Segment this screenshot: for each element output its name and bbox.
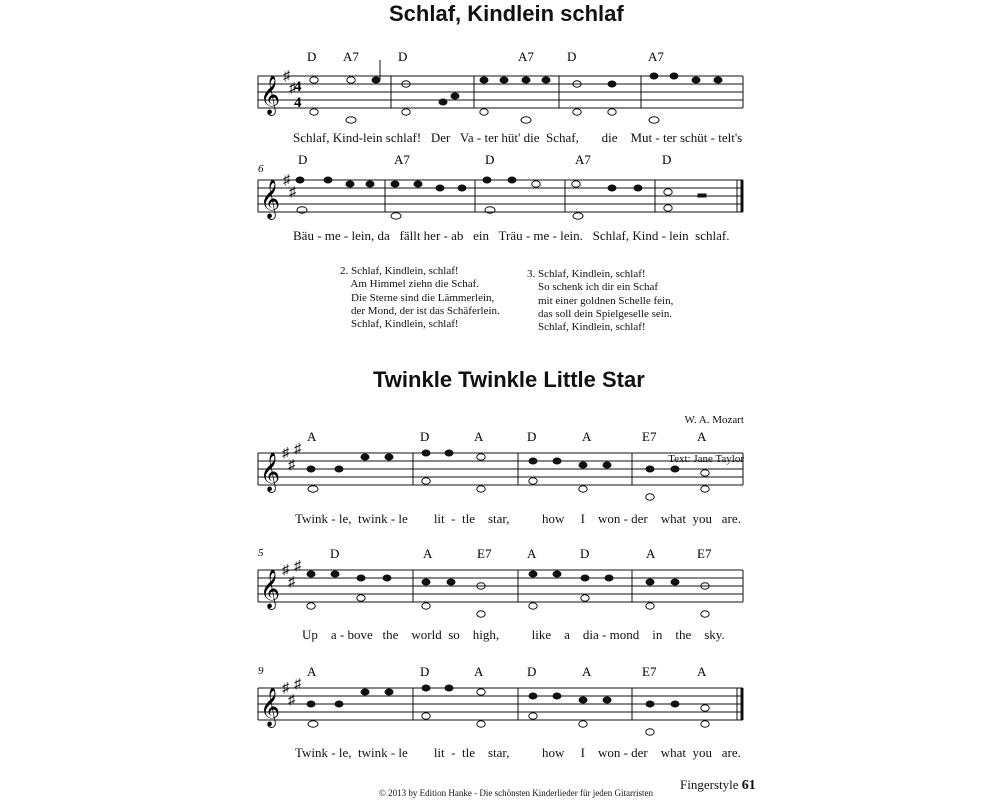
svg-text:♯: ♯ (289, 185, 296, 200)
song-title: Twinkle Twinkle Little Star (373, 367, 645, 392)
svg-text:A7: A7 (648, 49, 664, 64)
lyrics-line: Twink - le, twink - le lit - tle star, how I won - der what you are. (295, 745, 741, 760)
svg-text:E7: E7 (697, 546, 712, 561)
chord-symbols (307, 664, 707, 679)
svg-text:D: D (527, 429, 537, 444)
svg-text:♯: ♯ (294, 559, 301, 574)
svg-text:A: A (527, 546, 537, 561)
staff-lines (258, 688, 743, 720)
svg-text:D: D (580, 546, 590, 561)
staff-system (0, 425, 1000, 505)
svg-text:♯: ♯ (288, 575, 295, 590)
svg-text:E7: E7 (642, 429, 657, 444)
lyrics-line: Up a - bove the world so high, like a dia - mond in the sky. (302, 627, 725, 642)
svg-text:A7: A7 (394, 152, 410, 167)
svg-text:D: D (567, 49, 577, 64)
staff-system (0, 542, 1000, 622)
svg-text:A: A (646, 546, 656, 561)
svg-text:♯: ♯ (288, 458, 295, 473)
measure-number: 5 (258, 547, 264, 559)
measure-number: 6 (258, 163, 264, 175)
svg-text:A7: A7 (343, 49, 359, 64)
svg-text:♯: ♯ (282, 446, 289, 461)
svg-text:♯: ♯ (288, 693, 295, 708)
svg-text:D: D (330, 546, 340, 561)
svg-text:♯: ♯ (283, 173, 290, 188)
svg-text:♯: ♯ (283, 69, 290, 84)
svg-text:A: A (474, 429, 484, 444)
section-label: Fingerstyle (680, 777, 739, 792)
notes (296, 177, 706, 219)
svg-text:4: 4 (294, 79, 302, 95)
lyrics-line: Twink - le, twink - le lit - tle star, how I won - der what you are. (295, 511, 741, 526)
page-footer (680, 777, 756, 794)
treble-clef-icon: 𝄞 (260, 77, 281, 114)
svg-text:D: D (662, 152, 672, 167)
staff-system (0, 150, 1000, 230)
svg-text:A: A (307, 429, 317, 444)
composer: W. A. Mozart (684, 414, 744, 426)
svg-text:♯: ♯ (282, 681, 289, 696)
treble-clef-icon: 𝄞 (260, 571, 281, 608)
svg-text:A: A (582, 664, 592, 679)
svg-text:A: A (582, 429, 592, 444)
notes (307, 450, 709, 500)
staff-system (0, 660, 1000, 740)
measure-number: 9 (258, 665, 264, 677)
svg-text:A: A (423, 546, 433, 561)
svg-text:D: D (398, 49, 408, 64)
chord-symbols (307, 49, 664, 64)
svg-text:E7: E7 (642, 664, 657, 679)
treble-clef-icon: 𝄞 (260, 454, 281, 491)
svg-text:E7: E7 (477, 546, 492, 561)
key-signature (282, 442, 302, 473)
song-title: Schlaf, Kindlein schlaf (389, 1, 624, 26)
staff-lines (258, 180, 743, 212)
svg-text:D: D (298, 152, 308, 167)
page-number: 61 (741, 778, 756, 793)
svg-text:A: A (697, 429, 707, 444)
key-signature (282, 559, 302, 590)
svg-text:4: 4 (294, 95, 302, 111)
notes (307, 685, 709, 735)
svg-text:D: D (420, 429, 430, 444)
verse-2: 2. Schlaf, Kindlein, schlaf! Am Himmel ziehn die Schaf. Die Sterne sind die Lämmerlein, der Mond, der ist das Schäferlein. Schlaf, Kindlein, schlaf! (340, 265, 500, 331)
treble-clef-icon: 𝄞 (260, 181, 281, 218)
key-signature (282, 677, 302, 708)
svg-text:A: A (474, 664, 484, 679)
svg-text:♯: ♯ (289, 81, 296, 96)
svg-text:D: D (420, 664, 430, 679)
chord-symbols (330, 546, 712, 561)
chord-symbols (307, 429, 707, 444)
svg-text:♯: ♯ (294, 442, 301, 457)
lyrics-line: Bäu - me - lein, da fällt her - ab ein Träu - me - lein. Schlaf, Kind - lein schlaf. (293, 228, 730, 243)
copyright-footer: © 2013 by Edition Hanke - Die schönsten Kinderlieder für jeden Gitarristen (379, 788, 654, 798)
svg-text:♯: ♯ (294, 677, 301, 692)
verse-3: 3. Schlaf, Kindlein, schlaf! So schenk ich dir ein Schaf mit einer goldnen Schelle fein, das soll dein Spielgeselle sein. Schlaf, Kindlein, schlaf! (527, 268, 674, 334)
svg-text:A7: A7 (575, 152, 591, 167)
svg-text:D: D (485, 152, 495, 167)
svg-text:A7: A7 (518, 49, 534, 64)
chord-symbols (298, 152, 671, 167)
lyrics-line: Schlaf, Kind-lein schlaf! Der Va - ter hüt' die Schaf, die Mut - ter schüt - telt's (293, 130, 743, 145)
svg-text:D: D (307, 49, 317, 64)
svg-text:A: A (307, 664, 317, 679)
svg-text:D: D (527, 664, 537, 679)
svg-text:♯: ♯ (282, 563, 289, 578)
time-signature (294, 79, 302, 111)
staff-lines (258, 453, 743, 485)
svg-text:A: A (697, 664, 707, 679)
staff-system (0, 40, 1000, 126)
treble-clef-icon: 𝄞 (260, 689, 281, 726)
lyricist: Text: Jane Taylor (668, 453, 744, 465)
